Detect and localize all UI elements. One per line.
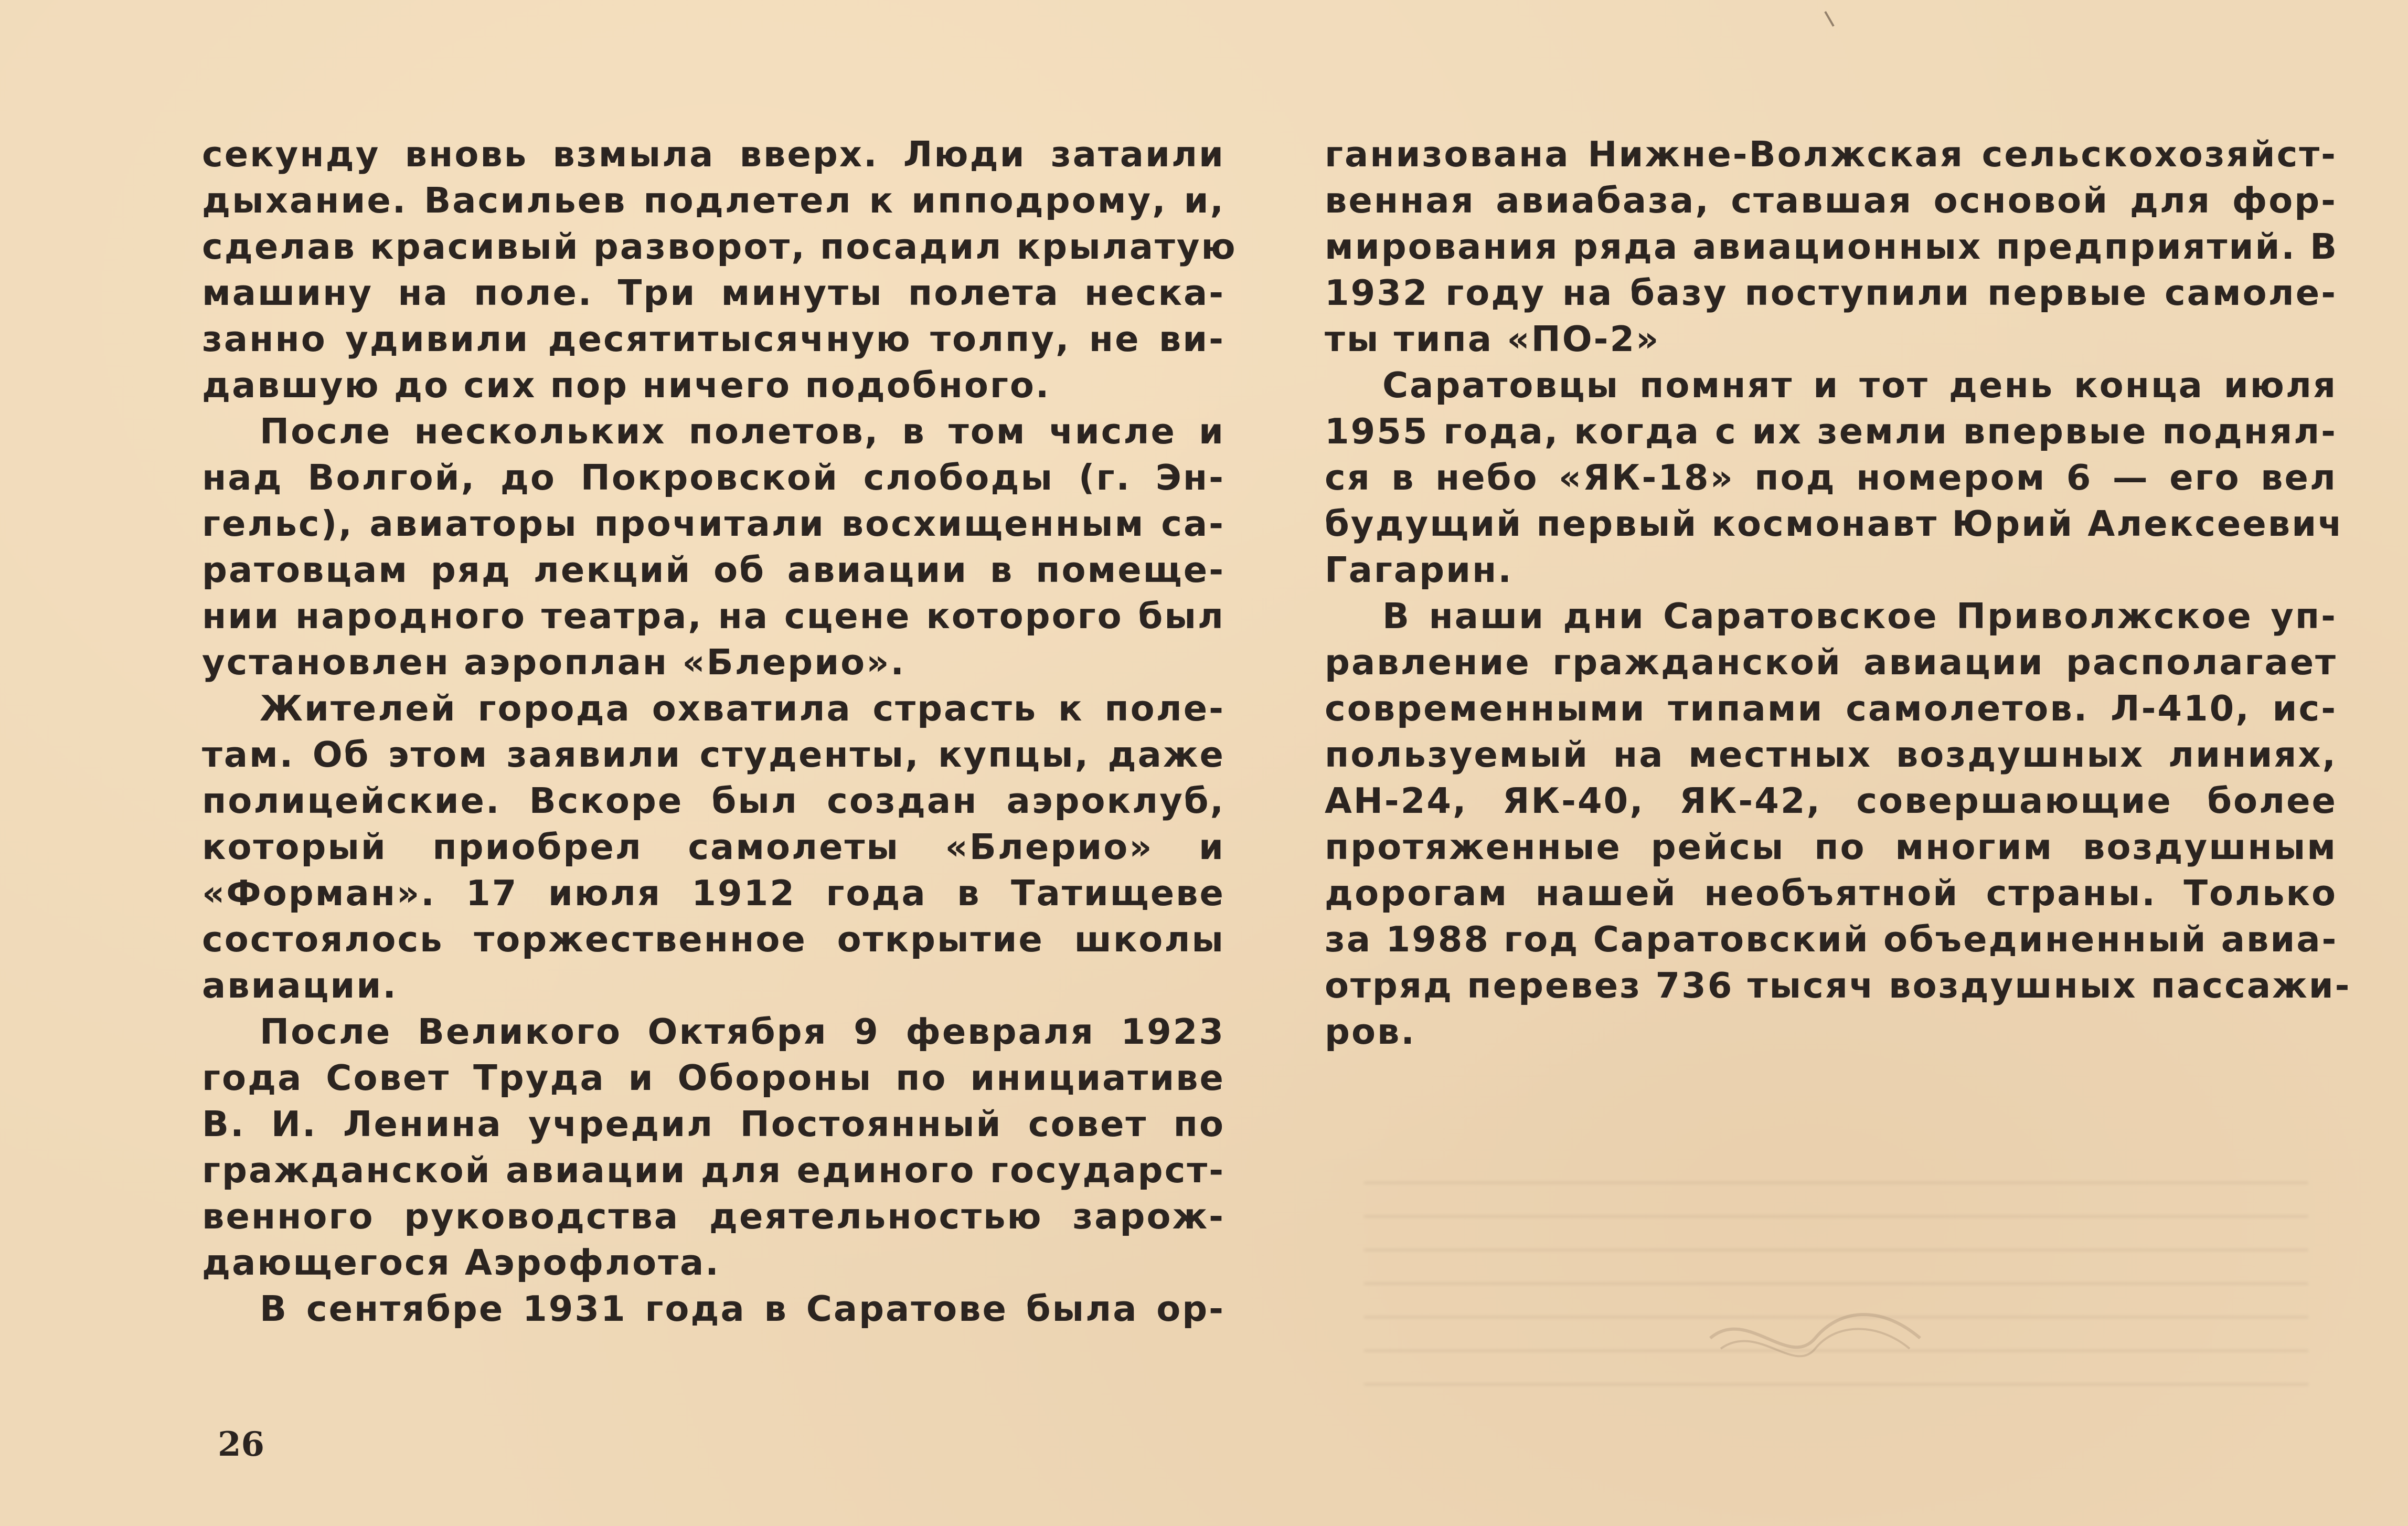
text-line: дающегося Аэрофлота. [202,1242,720,1283]
text-line: Саратовцы помнят и тот день конца июля [1382,365,2337,406]
text-line: В. И. Ленина учредил Постоянный совет по [202,1104,1225,1144]
page-number: 26 [218,1425,265,1464]
text-line: состоялось торжественное открытие школы [202,919,1225,960]
text-line: будущий первый космонавт Юрий Алексеевич [1325,503,2344,544]
text-line: секунду вновь взмыла вверх. Люди затаили [202,134,1225,175]
text-line: АН-24, ЯК-40, ЯК-42, совершающие более [1325,780,2337,821]
text-line: который приобрел самолеты «Блерио» и [202,826,1225,867]
text-line: ся в небо «ЯК-18» под номером 6 — его вел [1325,457,2337,498]
text-line: «Форман». 17 июля 1912 года в Татищеве [202,873,1225,914]
text-line: там. Об этом заявили студенты, купцы, даже [202,734,1225,775]
text-line: ганизована Нижне-Волжская сельскохозяйст- [1325,134,2337,175]
text-line: над Волгой, до Покровской слободы (г. Эн- [202,457,1225,498]
text-line: занно удивили десятитысячную толпу, не ви- [202,319,1225,359]
text-line: пользуемый на местных воздушных линиях, [1325,734,2337,775]
text-line: полицейские. Вскоре был создан аэроклуб, [202,780,1225,821]
text-line: дорогам нашей необъятной страны. Только [1325,873,2337,914]
text-line: После нескольких полетов, в том числе и [260,411,1225,452]
text-line: отряд перевез 736 тысяч воздушных пассажи- [1325,965,2351,1006]
text-line: гражданской авиации для единого государст- [202,1150,1225,1191]
text-line: нии народного театра, на сцене которого был [202,596,1225,637]
text-line: В наши дни Саратовское Приволжское уп- [1382,596,2337,637]
text-line: протяженные рейсы по многим воздушным [1325,826,2337,867]
text-line: Гагарин. [1325,549,1513,590]
text-line: После Великого Октября 9 февраля 1923 [260,1011,1225,1052]
bleed-through-text [1364,1181,2308,1417]
text-line: венная авиабаза, ставшая основой для фор- [1325,180,2337,221]
text-line: давшую до сих пор ничего подобного. [202,365,1051,406]
text-line: ратовцам ряд лекций об авиации в помеще- [202,549,1225,590]
text-line: 1955 года, когда с их земли впервые поднял- [1325,411,2337,452]
text-line: сделав красивый разворот, посадил крылатую [202,226,1237,267]
text-line: ты типа «ПО-2» [1325,319,1660,359]
text-line: установлен аэроплан «Блерио». [202,642,905,683]
left-text-column [202,131,1237,1332]
right-text-column [1325,131,2351,1055]
text-line: современными типами самолетов. Л-410, ис- [1325,688,2337,729]
text-line: ров. [1325,1011,1416,1052]
text-line: авиации. [202,965,398,1006]
text-line: машину на поле. Три минуты полета неска- [202,272,1225,313]
bleed-through-ornament [1705,1301,1925,1375]
text-line: 1932 году на базу поступили первые самоле- [1325,272,2337,313]
text-line: года Совет Труда и Обороны по инициативе [202,1057,1225,1098]
text-line: венного руководства деятельностью зарож- [202,1196,1225,1237]
text-line: Жителей города охватила страсть к поле- [260,688,1225,729]
text-line: равление гражданской авиации располагает [1325,642,2337,683]
text-line: за 1988 год Саратовский объединенный авиа- [1325,919,2338,960]
text-line: дыхание. Васильев подлетел к ипподрому, и, [202,180,1225,221]
text-line: гельс), авиаторы прочитали восхищенным са- [202,503,1225,544]
print-speck [1824,11,1834,27]
text-line: мирования ряда авиационных предприятий. В [1325,226,2339,267]
text-line: В сентябре 1931 года в Саратове была ор- [260,1288,1225,1329]
